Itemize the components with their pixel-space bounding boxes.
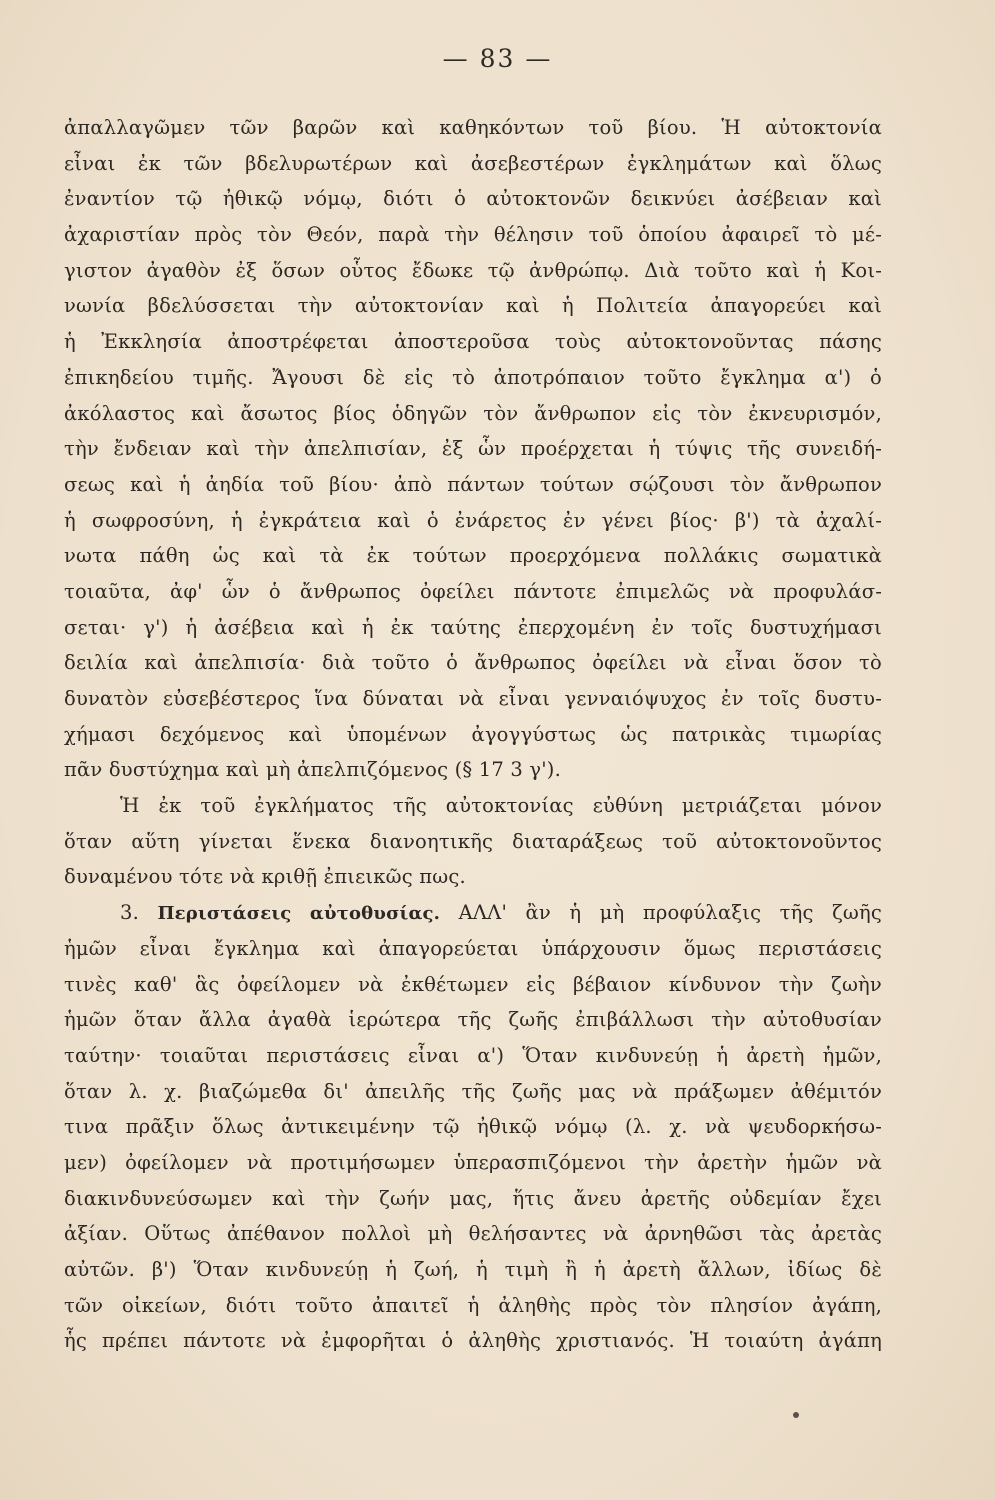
text-fragment: ΑΛΛ' ἂν ἡ μὴ προφύλαξις τῆς ζωῆς xyxy=(458,901,882,925)
text-line: πᾶν δυστύχημα καὶ μὴ ἀπελπιζόμενος (§ 17 3 γ'). xyxy=(64,758,561,782)
ink-dot xyxy=(793,1412,799,1418)
text-line: σεως καὶ ἡ ἀηδία τοῦ βίου· ἀπὸ πάντων τούτων σῴζουσι τὸν ἄνθρωπον xyxy=(64,472,882,496)
body-text xyxy=(64,110,882,1359)
text-line: δυνατὸν εὐσεβέστερος ἵνα δύναται νὰ εἶναι γενναιόψυχος ἐν τοῖς δυστυ- xyxy=(64,687,882,710)
text-line: ἐπικηδείου τιμῆς. Ἄγουσι δὲ εἰς τὸ ἀποτρόπαιον τοῦτο ἔγκλημα α') ὁ xyxy=(64,365,882,389)
section-heading: Περιστάσεις αὐτοθυσίας. xyxy=(157,903,441,925)
section-number: 3. xyxy=(120,901,140,925)
text-line: ἐναντίον τῷ ἠθικῷ νόμῳ, διότι ὁ αὐτοκτονῶν δεικνύει ἀσέβειαν καὶ xyxy=(64,187,882,211)
text-line: νωνία βδελύσσεται τὴν αὐτοκτονίαν καὶ ἡ Πολιτεία ἀπαγορεύει καὶ xyxy=(64,294,882,318)
text-line: εἶναι ἐκ τῶν βδελυρωτέρων καὶ ἀσεβεστέρων ἐγκλημάτων καὶ ὅλως xyxy=(64,151,882,175)
text-line: ἀχαριστίαν πρὸς τὸν Θεόν, παρὰ τὴν θέλησιν τοῦ ὁποίου ἀφαιρεῖ τὸ μέ- xyxy=(64,223,882,247)
text-line: τινα πρᾶξιν ὅλως ἀντικειμένην τῷ ἠθικῷ νόμῳ (λ. χ. νὰ ψευδορκήσω- xyxy=(64,1115,882,1139)
text-line: ἀπαλλαγῶμεν τῶν βαρῶν καὶ καθηκόντων τοῦ βίου. Ἡ αὐτοκτονία xyxy=(64,116,882,139)
text-line: ἡμῶν εἶναι ἔγκλημα καὶ ἀπαγορεύεται ὑπάρχουσιν ὅμως περιστάσεις xyxy=(64,936,882,960)
text-line: ἡμῶν ὅταν ἄλλα ἀγαθὰ ἱερώτερα τῆς ζωῆς ἐπιβάλλωσι τὴν αὐτοθυσίαν xyxy=(64,1008,882,1032)
text-line: ὅταν αὕτη γίνεται ἕνεκα διανοητικῆς διαταράξεως τοῦ αὐτοκτονοῦντος xyxy=(64,829,882,853)
text-line: μεν) ὀφείλομεν νὰ προτιμήσωμεν ὑπερασπιζόμενοι τὴν ἀρετὴν ἡμῶν νὰ xyxy=(64,1150,882,1174)
text-line: ἡ Ἐκκλησία ἀποστρέφεται ἀποστεροῦσα τοὺς αὐτοκτονοῦντας πάσης xyxy=(64,330,882,354)
text-line: δυναμένου τότε νὰ κριθῇ ἐπιεικῶς πως. xyxy=(64,865,466,889)
text-line: ἀκόλαστος καὶ ἄσωτος βίος ὁδηγῶν τὸν ἄνθρωπον εἰς τὸν ἐκνευρισμόν, xyxy=(64,401,882,425)
text-line: δειλία καὶ ἀπελπισία· διὰ τοῦτο ὁ ἄνθρωπος ὀφείλει νὰ εἶναι ὅσον τὸ xyxy=(64,651,882,675)
text-line: ταύτην· τοιαῦται περιστάσεις εἶναι α') Ὅταν κινδυνεύῃ ἡ ἀρετὴ ἡμῶν, xyxy=(64,1043,882,1067)
section-heading-line xyxy=(64,895,882,931)
text-line: Ἡ ἐκ τοῦ ἐγκλήματος τῆς αὐτοκτονίας εὐθύνη μετριάζεται μόνον xyxy=(120,794,882,818)
text-line: διακινδυνεύσωμεν καὶ τὴν ζωήν μας, ἥτις ἄνευ ἀρετῆς οὐδεμίαν ἔχει xyxy=(64,1186,882,1210)
text-line: ὅταν λ. χ. βιαζώμεθα δι' ἀπειλῆς τῆς ζωῆς μας νὰ πράξωμεν ἀθέμιτόν xyxy=(64,1079,882,1103)
text-line: ἀξίαν. Οὕτως ἀπέθανον πολλοὶ μὴ θελήσαντες νὰ ἀρνηθῶσι τὰς ἀρετὰς xyxy=(64,1222,882,1246)
text-line: ἡ σωφροσύνη, ἡ ἐγκράτεια καὶ ὁ ἐνάρετος ἐν γένει βίος· β') τὰ ἀχαλί- xyxy=(64,508,882,532)
page-number: — 83 — xyxy=(442,44,553,73)
text-line: χήμασι δεχόμενος καὶ ὑπομένων ἀγογγύστως ὡς πατρικὰς τιμωρίας xyxy=(64,722,882,746)
text-line: γιστον ἀγαθὸν ἐξ ὅσων οὗτος ἔδωκε τῷ ἀνθρώπῳ. Διὰ τοῦτο καὶ ἡ Κοι- xyxy=(64,258,882,282)
text-line: νωτα πάθη ὡς καὶ τὰ ἐκ τούτων προερχόμενα πολλάκις σωματικὰ xyxy=(64,544,882,568)
text-line: τὴν ἔνδειαν καὶ τὴν ἀπελπισίαν, ἐξ ὧν προέρχεται ἡ τύψις τῆς συνειδή- xyxy=(64,437,882,461)
text-line: τοιαῦτα, ἀφ' ὧν ὁ ἄνθρωπος ὀφείλει πάντοτε ἐπιμελῶς νὰ προφυλάσ- xyxy=(64,579,882,603)
text-line: τινὲς καθ' ἃς ὀφείλομεν νὰ ἐκθέτωμεν εἰς βέβαιον κίνδυνον τὴν ζωὴν xyxy=(64,972,882,996)
text-line: σεται· γ') ἡ ἀσέβεια καὶ ἡ ἐκ ταύτης ἐπερχομένη ἐν τοῖς δυστυχήμασι xyxy=(64,615,882,639)
text-line: ἧς πρέπει πάντοτε νὰ ἐμφορῆται ὁ ἀληθὴς χριστιανός. Ἡ τοιαύτη ἀγάπη xyxy=(64,1329,882,1353)
text-line: τῶν οἰκείων, διότι τοῦτο ἀπαιτεῖ ἡ ἀληθὴς πρὸς τὸν πλησίον ἀγάπη, xyxy=(64,1293,882,1317)
text-line: αὐτῶν. β') Ὅταν κινδυνεύῃ ἡ ζωή, ἡ τιμὴ ἢ ἡ ἀρετὴ ἄλλων, ἰδίως δὲ xyxy=(64,1258,882,1281)
